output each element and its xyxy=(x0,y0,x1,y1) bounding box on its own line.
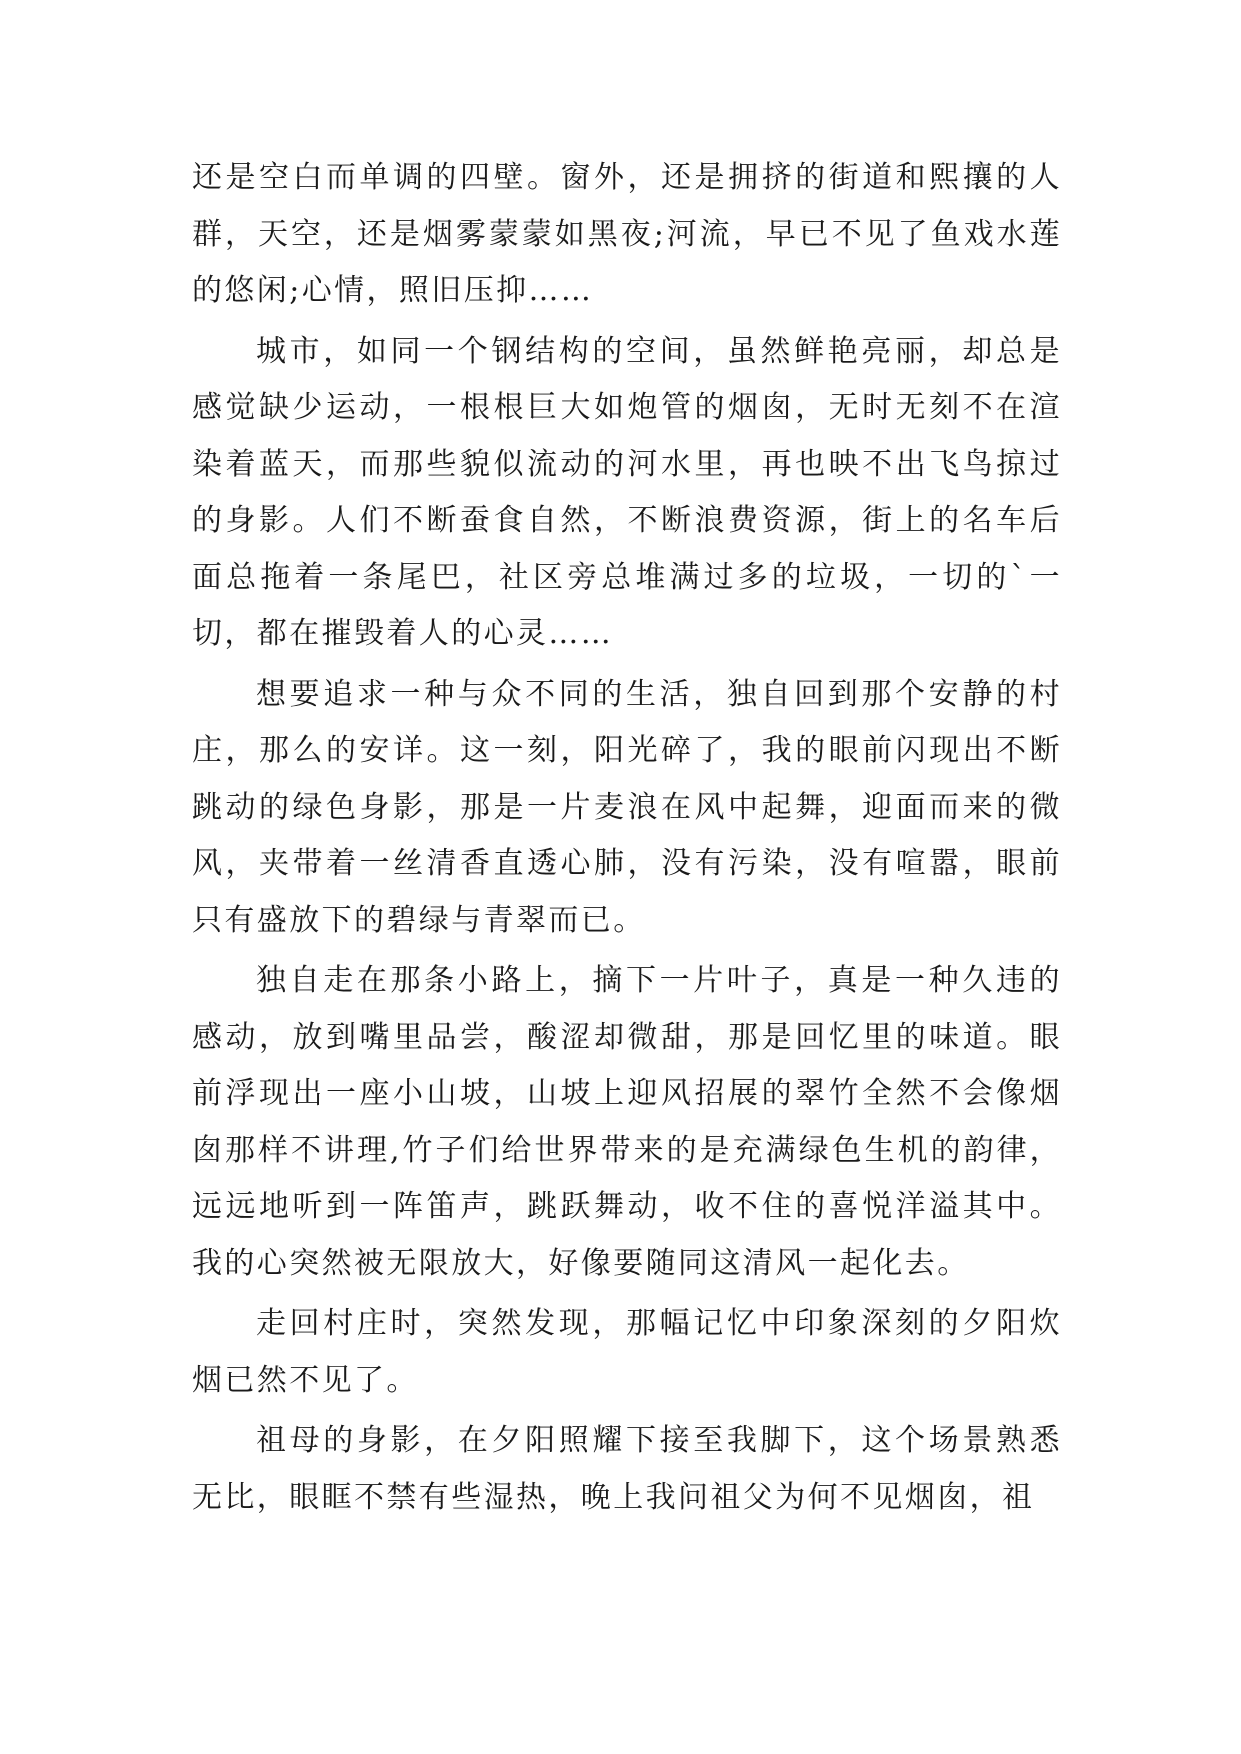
paragraph-1: 还是空白而单调的四壁。窗外，还是拥挤的街道和熙攘的人群，天空，还是烟雾蒙蒙如黑夜;河流，早已不见了鱼戏水莲的悠闲;心情，照旧压抑…… xyxy=(192,160,1062,308)
paragraph-6: 祖母的身影，在夕阳照耀下接至我脚下，这个场景熟悉无比，眼眶不禁有些湿热，晚上我问祖父为何不见烟囱，祖 xyxy=(192,1423,1062,1515)
paragraph-5: 走回村庄时，突然发现，那幅记忆中印象深刻的夕阳炊烟已然不见了。 xyxy=(192,1306,1062,1398)
paragraph-3: 想要追求一种与众不同的生活，独自回到那个安静的村庄，那么的安详。这一刻，阳光碎了，我的眼前闪现出不断跳动的绿色身影，那是一片麦浪在风中起舞，迎面而来的微风，夹带着一丝清香直透心肺，没有污染，没有喧嚣，眼前只有盛放下的碧绿与青翠而已。 xyxy=(192,676,1062,938)
paragraph-2: 城市，如同一个钢结构的空间，虽然鲜艳亮丽，却总是感觉缺少运动，一根根巨大如炮管的烟囱，无时无刻不在渲染着蓝天，而那些貌似流动的河水里，再也映不出飞鸟掠过的身影。人们不断蚕食自然，不断浪费资源，街上的名车后面总拖着一条尾巴，社区旁总堆满过多的垃圾，一切的`一切，都在摧毁着人的心灵…… xyxy=(192,333,1062,651)
paragraph-4: 独自走在那条小路上，摘下一片叶子，真是一种久违的感动，放到嘴里品尝，酸涩却微甜，那是回忆里的味道。眼前浮现出一座小山坡，山坡上迎风招展的翠竹全然不会像烟囱那样不讲理,竹子们给世界带来的是充满绿色生机的韵律，远远地听到一阵笛声，跳跃舞动，收不住的喜悦洋溢其中。我的心突然被无限放大，好像要随同这清风一起化去。 xyxy=(192,963,1062,1281)
document-body xyxy=(192,150,1062,1530)
